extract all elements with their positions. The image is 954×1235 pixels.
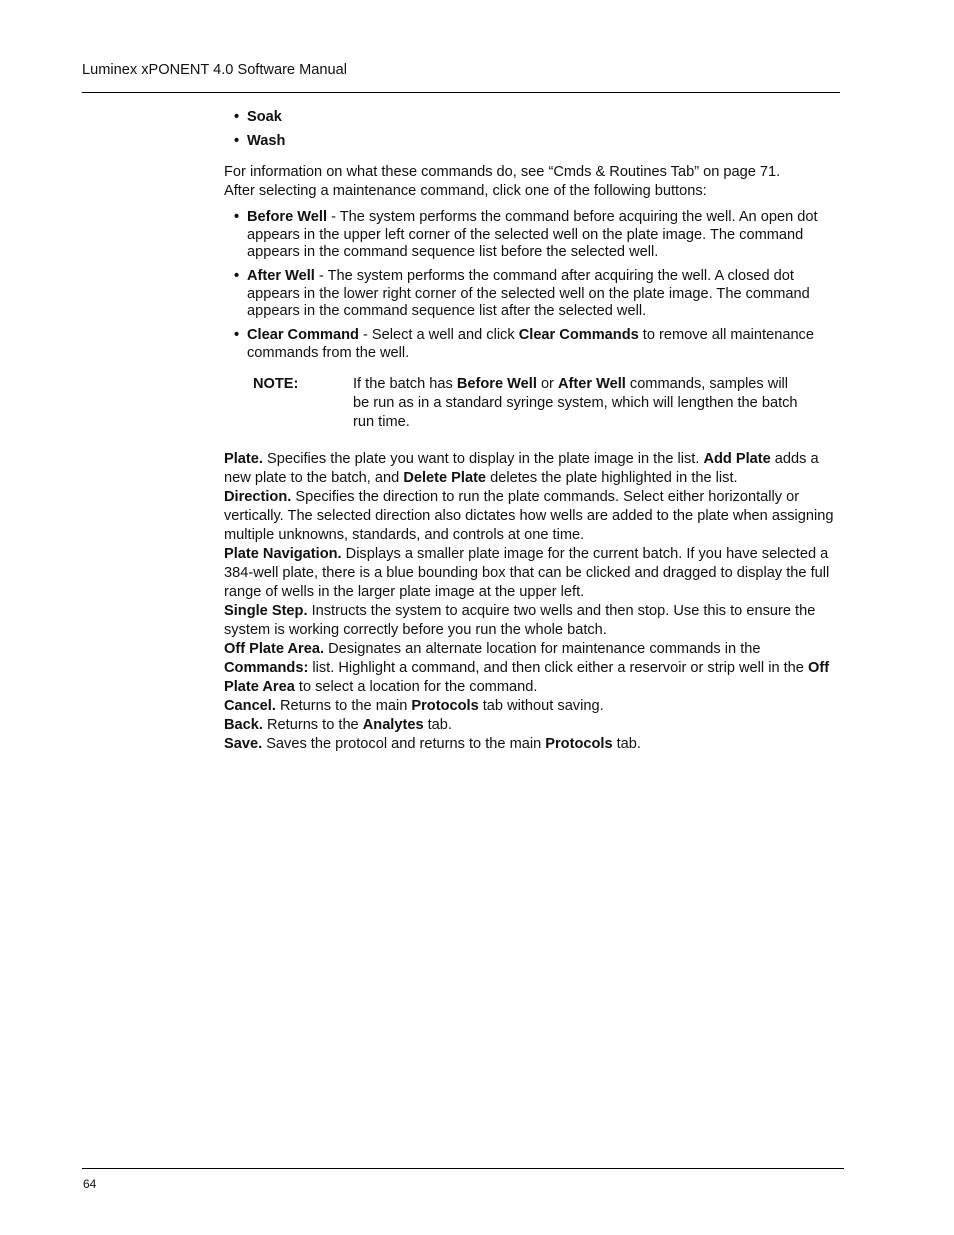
page-number: 64 — [83, 1177, 97, 1191]
after-select-paragraph: After selecting a maintenance command, click one of the following buttons: — [224, 182, 707, 199]
analytes-term: Analytes — [362, 717, 424, 734]
plate-navigation-paragraph: Plate Navigation. Displays a smaller plate image for the current batch. If you have selected a 384-well plate, there is a blue bounding box that can be clicked and dragged to display the full range of wells in the larger plate image at the upper left. — [224, 546, 830, 601]
list-item-label: Soak — [247, 109, 282, 125]
list-item-before-well — [224, 209, 842, 262]
clear-command-label: Clear Command — [247, 327, 359, 344]
cancel-term: Cancel. — [224, 698, 276, 715]
bullet-glyph: • — [234, 267, 240, 284]
bullet-glyph: • — [234, 133, 240, 150]
before-well-description: - The system performs the command before acquiring the well. An open dot appears in the upper left corner of the selected well on the plate image. The command appears in the command sequence list before the selected well. — [247, 208, 818, 261]
direction-term: Direction. — [224, 489, 292, 506]
plate-term: Plate. — [224, 451, 263, 468]
list-item-soak — [224, 108, 842, 126]
footer-divider — [82, 1168, 844, 1169]
note-label: NOTE: — [253, 376, 299, 393]
save-paragraph: Save. Saves the protocol and returns to the main Protocols tab. — [224, 736, 641, 753]
off-plate-area-paragraph: Off Plate Area. Designates an alternate location for maintenance commands in the Commands: list. Highlight a command, and then click either a reservoir or strip well in the Off Plate Area to select a location for the command. — [224, 641, 830, 696]
before-well-label: Before Well — [247, 208, 328, 225]
protocols-term: Protocols — [411, 698, 479, 715]
page-content — [224, 108, 842, 754]
plate-navigation-term: Plate Navigation. — [224, 546, 342, 563]
delete-plate-term: Delete Plate — [403, 470, 487, 487]
back-term: Back. — [224, 717, 263, 734]
note-text: If the batch has Before Well or After Well commands, samples will be run as in a standard syringe system, which will lengthen the batch run time. — [353, 376, 798, 431]
protocols-term: Protocols — [545, 736, 613, 753]
after-well-description: - The system performs the command after acquiring the well. A closed dot appears in the lower right corner of the selected well on the plate image. The command appears in the command sequence list after the selected well. — [247, 267, 810, 320]
clear-command-text-a: - Select a well and click — [358, 327, 519, 344]
clear-command-text-b: to remove all maintenance commands from the well. — [247, 327, 814, 361]
info-paragraph: For information on what these commands do, see “Cmds & Routines Tab” on page 71. — [224, 163, 781, 180]
commands-term: Commands: — [224, 660, 309, 677]
header-divider — [82, 92, 840, 93]
cancel-paragraph: Cancel. Returns to the main Protocols tab without saving. — [224, 698, 604, 715]
off-plate-area-term: Off Plate Area. — [224, 641, 325, 658]
save-term: Save. — [224, 736, 263, 753]
after-well-label: After Well — [247, 267, 315, 284]
bullet-glyph: • — [234, 109, 240, 125]
bullet-glyph: • — [234, 208, 240, 225]
list-item-wash — [224, 132, 842, 150]
note-block — [224, 375, 842, 432]
list-item-after-well — [224, 268, 842, 321]
list-item-clear-command — [224, 327, 842, 362]
clear-commands-term: Clear Commands — [518, 327, 639, 344]
add-plate-term: Add Plate — [703, 451, 771, 468]
running-header: Luminex xPONENT 4.0 Software Manual — [82, 62, 347, 78]
direction-paragraph: Direction. Specifies the direction to run the plate commands. Select either horizontally or vertically. The selected direction also dictates how wells are added to the plate when assigning multiple unknowns, standards, and controls at one time. — [224, 489, 834, 544]
single-step-term: Single Step. — [224, 603, 308, 620]
off-plate-area-term-inline: Off Plate Area — [224, 660, 830, 696]
bullet-glyph: • — [234, 327, 240, 344]
single-step-paragraph: Single Step. Instructs the system to acquire two wells and then stop. Use this to ensure the system is working correctly before you run the whole batch. — [224, 603, 816, 639]
back-paragraph: Back. Returns to the Analytes tab. — [224, 717, 452, 734]
plate-paragraph: Plate. Specifies the plate you want to display in the plate image in the list. Add Plate adds a new plate to the batch, and Delete Plate deletes the plate highlighted in the list. — [224, 451, 819, 487]
list-item-label: Wash — [247, 133, 286, 150]
